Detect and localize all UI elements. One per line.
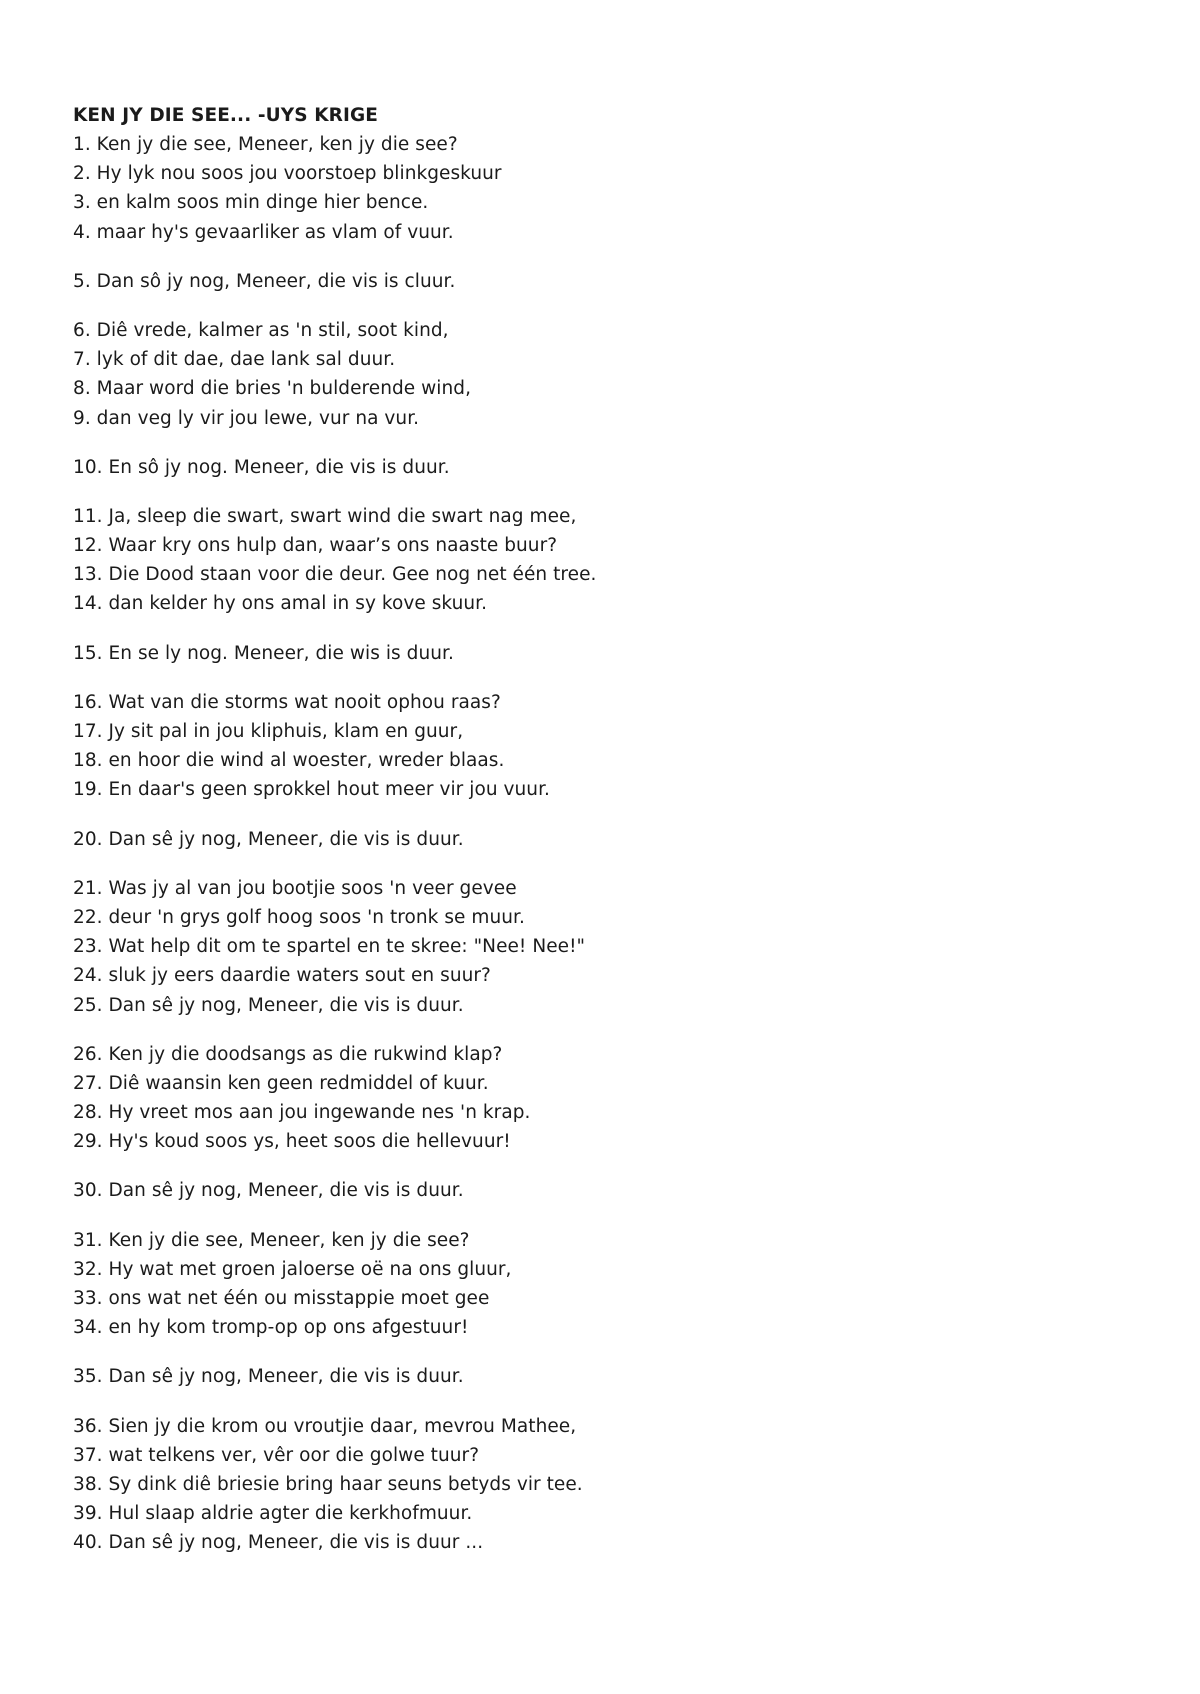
stanza-11	[73, 1176, 1133, 1205]
poem-line-22: 22. deur 'n grys golf hoog soos 'n tronk se muur.	[73, 906, 525, 928]
stanza-8	[73, 825, 1133, 854]
poem-line-40: 40. Dan sê jy nog, Meneer, die vis is duur ...	[73, 1532, 484, 1554]
stanza-4	[73, 453, 1133, 482]
poem-line-33: 33. ons wat net één ou misstappie moet gee	[73, 1288, 490, 1309]
stanza-13	[73, 1362, 1133, 1391]
stanza-1	[73, 130, 1133, 247]
poem-line-1: 1. Ken jy die see, Meneer, ken jy die see?	[73, 134, 458, 155]
poem-line-6: 6. Diê vrede, kalmer as 'n stil, soot kind,	[73, 319, 449, 341]
poem-line-15: 15. En se ly nog. Meneer, die wis is duur.	[73, 642, 454, 664]
stanza-5	[73, 502, 1133, 619]
poem-line-26: 26. Ken jy die doodsangs as die rukwind klap?	[73, 1043, 503, 1065]
poem-line-3: 3. en kalm soos min dinge hier bence.	[73, 192, 429, 214]
poem-line-4: 4. maar hy's gevaarliker as vlam of vuur.	[73, 221, 454, 243]
poem-line-2: 2. Hy lyk nou soos jou voorstoep blinkgeskuur	[73, 163, 502, 185]
poem-line-7: 7. lyk of dit dae, dae lank sal duur.	[73, 349, 396, 371]
poem-line-36: 36. Sien jy die krom ou vroutjie daar, mevrou Mathee,	[73, 1415, 577, 1437]
stanza-14	[73, 1412, 1133, 1558]
poem-line-9: 9. dan veg ly vir jou lewe, vur na vur.	[73, 407, 420, 429]
poem-line-21: 21. Was jy al van jou bootjie soos 'n veer gevee	[73, 877, 517, 899]
poem-line-34: 34. en hy kom tromp-op op ons afgestuur!	[73, 1317, 469, 1339]
poem-line-20: 20. Dan sê jy nog, Meneer, die vis is duur.	[73, 828, 464, 850]
poem-line-16: 16. Wat van die storms wat nooit ophou raas?	[73, 691, 501, 713]
poem-line-27: 27. Diê waansin ken geen redmiddel of kuur.	[73, 1072, 489, 1094]
poem-line-31: 31. Ken jy die see, Meneer, ken jy die see?	[73, 1229, 470, 1251]
poem-line-28: 28. Hy vreet mos aan jou ingewande nes 'n krap.	[73, 1102, 531, 1124]
poem-line-19: 19. En daar's geen sprokkel hout meer vir jou vuur.	[73, 779, 550, 801]
poem-line-5: 5. Dan sô jy nog, Meneer, die vis is cluur.	[73, 270, 456, 292]
poem-line-14: 14. dan kelder hy ons amal in sy kove skuur.	[73, 593, 488, 615]
poem-line-24: 24. sluk jy eers daardie waters sout en suur?	[73, 965, 491, 987]
poem-line-17: 17. Jy sit pal in jou kliphuis, klam en guur,	[73, 721, 464, 742]
poem-page	[73, 102, 1133, 1558]
stanza-2	[73, 267, 1133, 296]
poem-line-37: 37. wat telkens ver, vêr oor die golwe tuur?	[73, 1444, 480, 1466]
poem-title: KEN JY DIE SEE... -UYS KRIGE	[73, 105, 379, 126]
poem-line-23: 23. Wat help dit om te spartel en te skree: "Nee! Nee!"	[73, 936, 586, 958]
poem-line-10: 10. En sô jy nog. Meneer, die vis is duur.	[73, 456, 450, 478]
poem-line-18: 18. en hoor die wind al woester, wreder blaas.	[73, 750, 505, 772]
stanza-9	[73, 874, 1133, 1020]
stanza-6	[73, 639, 1133, 668]
poem-line-12: 12. Waar kry ons hulp dan, waar’s ons naaste buur?	[73, 535, 558, 557]
stanza-12	[73, 1226, 1133, 1343]
stanza-3	[73, 316, 1133, 433]
poem-line-38: 38. Sy dink diê briesie bring haar seuns betyds vir tee.	[73, 1473, 583, 1495]
poem-line-11: 11. Ja, sleep die swart, swart wind die swart nag mee,	[73, 505, 577, 527]
poem-line-29: 29. Hy's koud soos ys, heet soos die hellevuur!	[73, 1131, 511, 1153]
poem-line-8: 8. Maar word die bries 'n bulderende wind,	[73, 378, 471, 400]
poem-line-30: 30. Dan sê jy nog, Meneer, die vis is duur.	[73, 1180, 464, 1202]
poem-line-32: 32. Hy wat met groen jaloerse oë na ons gluur,	[73, 1258, 512, 1280]
poem-line-39: 39. Hul slaap aldrie agter die kerkhofmuur.	[73, 1503, 473, 1525]
stanza-10	[73, 1040, 1133, 1157]
poem-line-25: 25. Dan sê jy nog, Meneer, die vis is duur.	[73, 994, 464, 1016]
poem-line-35: 35. Dan sê jy nog, Meneer, die vis is duur.	[73, 1366, 464, 1388]
poem-line-13: 13. Die Dood staan voor die deur. Gee nog net één tree.	[73, 564, 597, 586]
stanza-7	[73, 688, 1133, 805]
